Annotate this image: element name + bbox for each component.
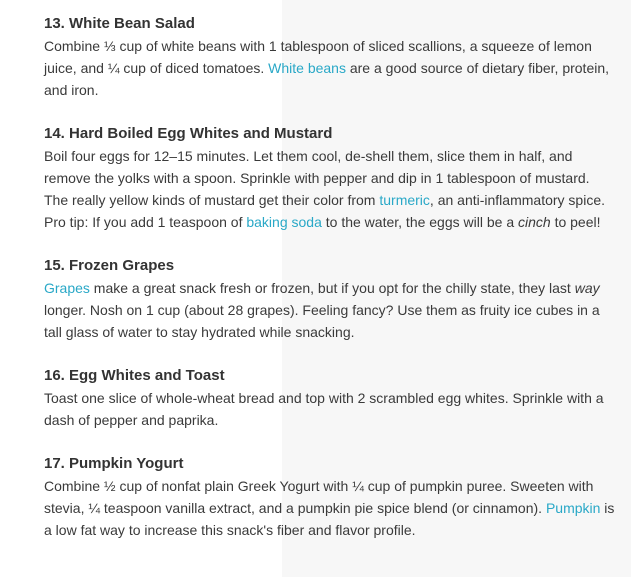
item-title: 13. White Bean Salad [44, 15, 195, 32]
emphasis-text: way [574, 280, 600, 296]
snack-item-16 [44, 365, 617, 431]
emphasis-text: cinch [518, 214, 551, 230]
snack-item-13 [44, 13, 617, 101]
item-title: 15. Frozen Grapes [44, 257, 175, 274]
snack-item-14 [44, 123, 617, 233]
text-link[interactable]: baking soda [246, 214, 322, 230]
text-link[interactable]: Pumpkin [545, 500, 601, 516]
item-body [44, 35, 617, 101]
text-link[interactable]: turmeric [379, 192, 430, 208]
snack-item-17 [44, 453, 617, 541]
body-text: Combine ½ cup of nonfat plain Greek Yogurt with ¼ cup of pumpkin puree. Sweeten with stevia, ¼ teaspoon vanilla extract, and a pumpkin pie spice blend (or cinnamon). [44, 478, 594, 516]
body-text: Boil four eggs for 12–15 minutes. Let them cool, de-shell them, slice them in half, and remove the yolks with a spoon. Sprinkle with pepper and dip in 1 tablespoon of mustard. The really yellow kinds of mustard get their color from [44, 148, 590, 208]
body-text: are a good source of dietary fiber, protein, and iron. [44, 60, 610, 98]
item-body [44, 387, 617, 431]
item-title: 17. Pumpkin Yogurt [44, 455, 184, 472]
body-text: to the water, the eggs will be a [321, 214, 518, 230]
body-text: make a great snack fresh or frozen, but if you opt for the chilly state, they last [89, 280, 575, 296]
item-body [44, 145, 617, 233]
body-text: to peel! [550, 214, 601, 230]
body-text: longer. Nosh on 1 cup (about 28 grapes). Feeling fancy? Use them as fruity ice cubes in a tall glass of water to stay hydrated while snacking. [44, 302, 600, 340]
snack-item-15 [44, 255, 617, 343]
text-link[interactable]: White beans [268, 60, 346, 76]
body-text: is a low fat way to increase this snack's fiber and flavor profile. [44, 500, 615, 538]
body-text: Combine ⅓ cup of white beans with 1 tablespoon of sliced scallions, a squeeze of lemon juice, and ¼ cup of diced tomatoes. [44, 38, 592, 76]
text-link[interactable]: Grapes [44, 280, 90, 296]
item-body [44, 475, 617, 541]
item-title: 14. Hard Boiled Egg Whites and Mustard [44, 125, 333, 142]
body-text: Toast one slice of whole-wheat bread and top with 2 scrambled egg whites. Sprinkle with a dash of pepper and paprika. [44, 390, 604, 428]
item-body [44, 277, 617, 343]
body-text: , an anti-inflammatory spice. Pro tip: If you add 1 teaspoon of [44, 192, 605, 230]
item-title: 16. Egg Whites and Toast [44, 367, 225, 384]
